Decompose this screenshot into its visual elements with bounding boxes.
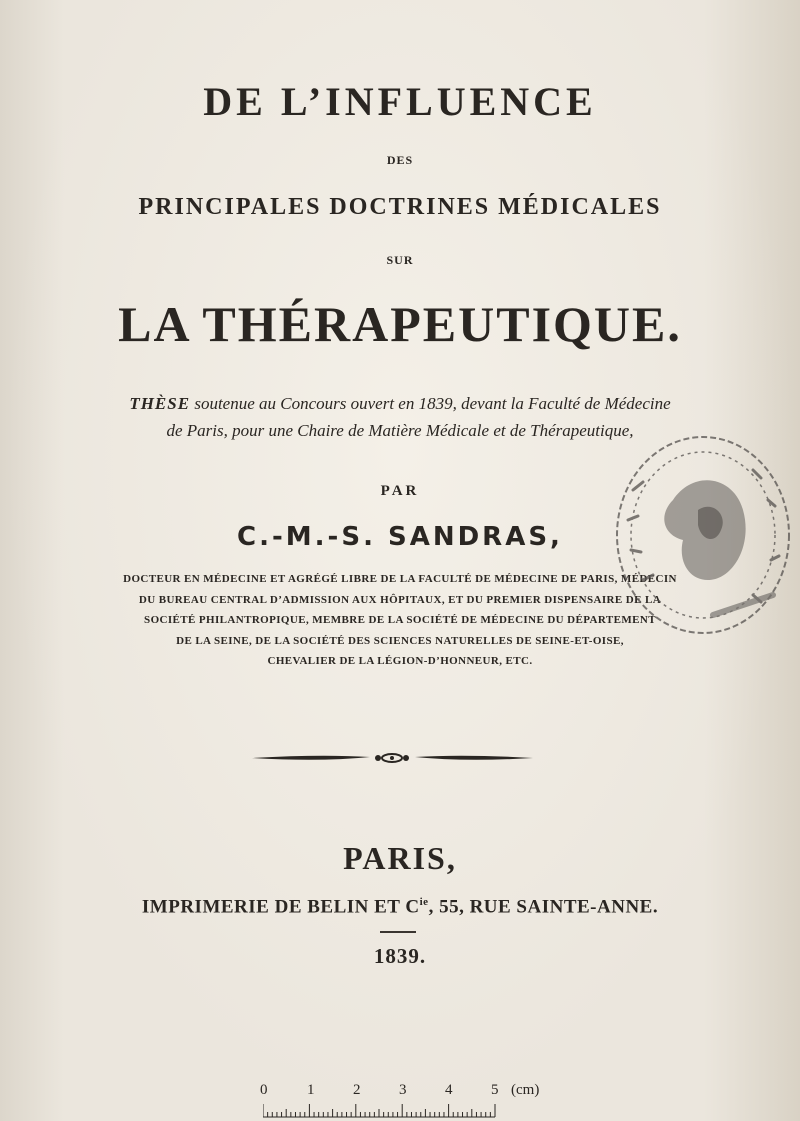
scale-label-2: 2	[353, 1082, 361, 1098]
scale-unit: (cm)	[511, 1082, 540, 1098]
imprint-city: PARIS,	[343, 840, 457, 876]
imprint-printer-before: IMPRIMERIE DE BELIN ET C	[141, 896, 420, 918]
ornamental-divider-icon	[250, 748, 535, 768]
title-line-5: LA THÉRAPEUTIQUE.	[118, 296, 682, 352]
scale-label-4: 4	[445, 1082, 453, 1098]
scale-ruler	[263, 1104, 499, 1118]
title-line-2: DES	[386, 153, 414, 167]
scale-label-5: 5	[491, 1082, 499, 1098]
credential-line-3: SOCIÉTÉ PHILANTROPIQUE, MEMBRE DE LA SOCIÉTÉ DE MÉDECINE DU DÉPARTEMENT	[144, 614, 656, 626]
thesis-line-1	[0, 394, 800, 414]
credential-line-2: DU BUREAU CENTRAL D’ADMISSION AUX HÔPITAUX, ET DU PREMIER DISPENSAIRE DE LA	[138, 594, 662, 606]
credential-line-1: DOCTEUR EN MÉDECINE ET AGRÉGÉ LIBRE DE LA FACULTÉ DE MÉDECINE DE PARIS, MÉDECIN	[123, 573, 677, 585]
credential-line-4: DE LA SEINE, DE LA SOCIÉTÉ DES SCIENCES NATURELLES DE SEINE-ET-OISE,	[176, 635, 624, 647]
scale-label-1: 1	[307, 1082, 315, 1098]
scale-bar	[255, 1082, 545, 1118]
thesis-line-1-text: soutenue au Concours ouvert en 1839, devant la Faculté de Médecine	[190, 394, 671, 413]
library-stamp-icon	[603, 430, 793, 645]
imprint-printer	[0, 896, 800, 918]
thesis-line-2: de Paris, pour une Chaire de Matière Médicale et de Thérapeutique,	[166, 421, 634, 440]
imprint-printer-after: , 55, RUE SAINTE-ANNE.	[428, 896, 659, 918]
scale-label-0: 0	[260, 1082, 268, 1098]
title-line-4: SUR	[386, 253, 414, 267]
scale-label-3: 3	[399, 1082, 407, 1098]
imprint-rule	[380, 931, 416, 933]
title-line-1: DE L’INFLUENCE	[203, 79, 597, 124]
imprint-printer-sup: ie	[419, 896, 429, 908]
imprint-year: 1839.	[373, 944, 427, 968]
credential-line-5: CHEVALIER DE LA LÉGION-D’HONNEUR, ETC.	[267, 655, 533, 667]
author-name: C.-M.-S. SANDRAS,	[237, 522, 563, 552]
author-par: PAR	[380, 483, 420, 499]
thesis-caps: THÈSE	[129, 394, 191, 413]
title-line-3: PRINCIPALES DOCTRINES MÉDICALES	[138, 194, 662, 220]
